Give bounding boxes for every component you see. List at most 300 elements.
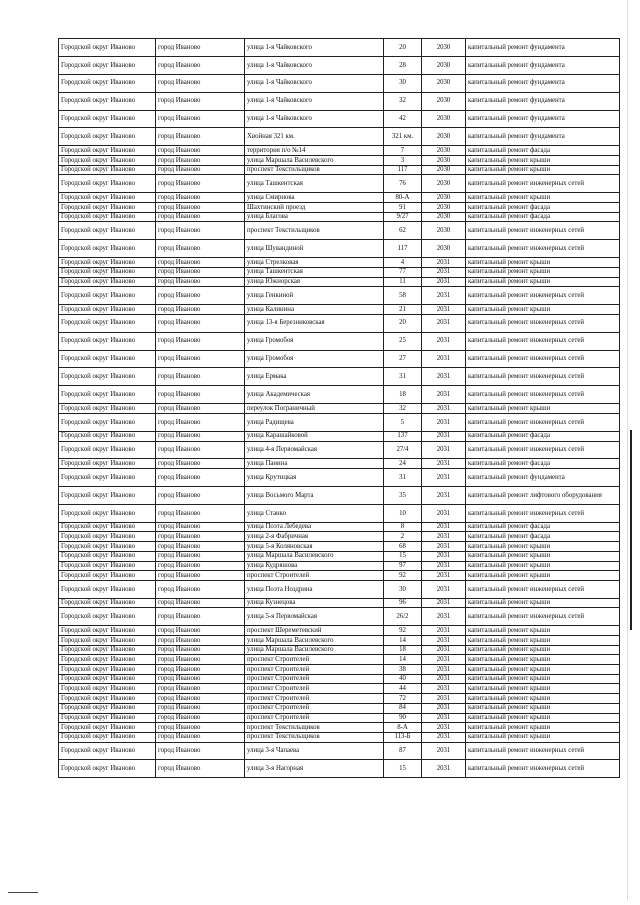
- cell-year: 2030: [422, 202, 466, 212]
- cell-city: город Иваново: [156, 626, 245, 636]
- cell-work-type: капитальный ремонт крыши: [466, 723, 620, 733]
- cell-street: улица Панина: [245, 459, 384, 469]
- cell-street: проспект Строителей: [245, 684, 384, 694]
- cell-house-number: 38: [384, 665, 422, 675]
- cell-work-type: капитальный ремонт крыши: [466, 258, 620, 268]
- cell-street: переулок Пограничный: [245, 404, 384, 414]
- cell-city: город Иваново: [156, 469, 245, 487]
- cell-district: Городской округ Иваново: [59, 431, 156, 441]
- cell-year: 2031: [422, 404, 466, 414]
- cell-street: улица Станко: [245, 504, 384, 522]
- cell-district: Городской округ Иваново: [59, 561, 156, 571]
- cell-street: улица Благова: [245, 212, 384, 222]
- table-row: [59, 193, 620, 203]
- cell-year: 2031: [422, 598, 466, 608]
- cell-year: 2030: [422, 193, 466, 203]
- cell-district: Городской округ Иваново: [59, 655, 156, 665]
- cell-year: 2030: [422, 146, 466, 156]
- cell-work-type: капитальный ремонт фундамента: [466, 39, 620, 57]
- table-row: [59, 684, 620, 694]
- cell-street: улица 1-я Чайковского: [245, 39, 384, 57]
- cell-work-type: капитальный ремонт инженерных сетей: [466, 350, 620, 368]
- cell-district: Городской округ Иваново: [59, 742, 156, 760]
- cell-work-type: капитальный ремонт фасада: [466, 532, 620, 542]
- cell-work-type: капитальный ремонт крыши: [466, 703, 620, 713]
- cell-street: улица Ташкентская: [245, 175, 384, 193]
- cell-work-type: капитальный ремонт фундамента: [466, 92, 620, 110]
- cell-city: город Иваново: [156, 175, 245, 193]
- cell-work-type: капитальный ремонт инженерных сетей: [466, 441, 620, 459]
- cell-district: Городской округ Иваново: [59, 212, 156, 222]
- cell-house-number: 14: [384, 636, 422, 646]
- table-row: [59, 608, 620, 626]
- cell-house-number: 31: [384, 368, 422, 386]
- cell-year: 2031: [422, 314, 466, 332]
- cell-street: улица Кузнецова: [245, 598, 384, 608]
- cell-house-number: 68: [384, 542, 422, 552]
- cell-city: город Иваново: [156, 386, 245, 404]
- table-row: [59, 645, 620, 655]
- cell-year: 2031: [422, 694, 466, 704]
- cell-city: город Иваново: [156, 431, 245, 441]
- cell-work-type: капитальный ремонт инженерных сетей: [466, 314, 620, 332]
- cell-city: город Иваново: [156, 56, 245, 74]
- cell-district: Городской округ Иваново: [59, 128, 156, 146]
- table-row: [59, 92, 620, 110]
- cell-year: 2031: [422, 267, 466, 277]
- cell-street: улица Маршала Василевского: [245, 636, 384, 646]
- cell-year: 2031: [422, 571, 466, 581]
- cell-house-number: 31: [384, 469, 422, 487]
- cell-city: город Иваново: [156, 277, 245, 287]
- cell-house-number: 7: [384, 146, 422, 156]
- cell-work-type: капитальный ремонт крыши: [466, 193, 620, 203]
- cell-street: улица 1-я Чайковского: [245, 110, 384, 128]
- cell-year: 2031: [422, 665, 466, 675]
- cell-house-number: 117: [384, 240, 422, 258]
- cell-year: 2030: [422, 165, 466, 175]
- cell-house-number: 58: [384, 287, 422, 305]
- cell-work-type: капитальный ремонт фасада: [466, 522, 620, 532]
- cell-year: 2031: [422, 413, 466, 431]
- cell-street: проспект Текстильщиков: [245, 222, 384, 240]
- cell-work-type: капитальный ремонт крыши: [466, 542, 620, 552]
- cell-year: 2031: [422, 277, 466, 287]
- table-row: [59, 522, 620, 532]
- cell-house-number: 15: [384, 760, 422, 778]
- cell-district: Городской округ Иваново: [59, 222, 156, 240]
- cell-work-type: капитальный ремонт фундамента: [466, 110, 620, 128]
- cell-work-type: капитальный ремонт фундамента: [466, 469, 620, 487]
- cell-house-number: 32: [384, 404, 422, 414]
- cell-work-type: капитальный ремонт инженерных сетей: [466, 222, 620, 240]
- cell-city: город Иваново: [156, 413, 245, 431]
- cell-street: проспект Текстильщиков: [245, 165, 384, 175]
- cell-district: Городской округ Иваново: [59, 110, 156, 128]
- cell-house-number: 5: [384, 413, 422, 431]
- cell-district: Городской округ Иваново: [59, 202, 156, 212]
- table-row: [59, 305, 620, 315]
- table-row: [59, 441, 620, 459]
- cell-city: город Иваново: [156, 74, 245, 92]
- cell-work-type: капитальный ремонт крыши: [466, 655, 620, 665]
- cell-house-number: 92: [384, 626, 422, 636]
- cell-district: Городской округ Иваново: [59, 146, 156, 156]
- cell-district: Городской округ Иваново: [59, 486, 156, 504]
- cell-house-number: 20: [384, 314, 422, 332]
- table-row: [59, 674, 620, 684]
- cell-street: Хвойная 321 км.: [245, 128, 384, 146]
- cell-year: 2031: [422, 580, 466, 598]
- cell-city: город Иваново: [156, 598, 245, 608]
- cell-year: 2030: [422, 156, 466, 166]
- cell-year: 2031: [422, 368, 466, 386]
- cell-city: город Иваново: [156, 287, 245, 305]
- cell-district: Городской округ Иваново: [59, 240, 156, 258]
- cell-district: Городской округ Иваново: [59, 723, 156, 733]
- cell-year: 2030: [422, 222, 466, 240]
- cell-year: 2030: [422, 74, 466, 92]
- cell-street: улица 5-я Первомайская: [245, 608, 384, 626]
- cell-street: улица Маршала Василевского: [245, 156, 384, 166]
- cell-year: 2031: [422, 742, 466, 760]
- cell-city: город Иваново: [156, 694, 245, 704]
- cell-work-type: капитальный ремонт инженерных сетей: [466, 580, 620, 598]
- cell-street: улица 13-я Березниковская: [245, 314, 384, 332]
- cell-district: Городской округ Иваново: [59, 332, 156, 350]
- cell-district: Городской округ Иваново: [59, 56, 156, 74]
- table-row: [59, 156, 620, 166]
- cell-year: 2031: [422, 350, 466, 368]
- cell-city: город Иваново: [156, 580, 245, 598]
- cell-district: Городской округ Иваново: [59, 413, 156, 431]
- cell-work-type: капитальный ремонт крыши: [466, 561, 620, 571]
- cell-house-number: 21: [384, 305, 422, 315]
- cell-year: 2031: [422, 608, 466, 626]
- cell-city: город Иваново: [156, 504, 245, 522]
- cell-city: город Иваново: [156, 760, 245, 778]
- cell-district: Городской округ Иваново: [59, 156, 156, 166]
- cell-street: улица 1-я Чайковского: [245, 92, 384, 110]
- cell-work-type: капитальный ремонт крыши: [466, 404, 620, 414]
- cell-street: проспект Текстильщиков: [245, 732, 384, 742]
- cell-district: Городской округ Иваново: [59, 598, 156, 608]
- cell-district: Городской округ Иваново: [59, 542, 156, 552]
- cell-city: город Иваново: [156, 674, 245, 684]
- cell-city: город Иваново: [156, 258, 245, 268]
- cell-year: 2031: [422, 626, 466, 636]
- cell-year: 2031: [422, 542, 466, 552]
- cell-house-number: 27: [384, 350, 422, 368]
- cell-year: 2030: [422, 56, 466, 74]
- cell-street: улица Маршала Василевского: [245, 551, 384, 561]
- cell-city: город Иваново: [156, 92, 245, 110]
- cell-city: город Иваново: [156, 240, 245, 258]
- cell-city: город Иваново: [156, 713, 245, 723]
- cell-house-number: 84: [384, 703, 422, 713]
- cell-city: город Иваново: [156, 522, 245, 532]
- cell-city: город Иваново: [156, 305, 245, 315]
- table-row: [59, 561, 620, 571]
- cell-year: 2031: [422, 636, 466, 646]
- cell-house-number: 10: [384, 504, 422, 522]
- cell-city: город Иваново: [156, 222, 245, 240]
- cell-year: 2030: [422, 92, 466, 110]
- cell-city: город Иваново: [156, 350, 245, 368]
- cell-house-number: 30: [384, 580, 422, 598]
- table-row: [59, 240, 620, 258]
- cell-house-number: 91: [384, 202, 422, 212]
- cell-work-type: капитальный ремонт фасада: [466, 146, 620, 156]
- cell-year: 2031: [422, 504, 466, 522]
- cell-work-type: капитальный ремонт фундамента: [466, 74, 620, 92]
- cell-street: проспект Строителей: [245, 571, 384, 581]
- cell-year: 2031: [422, 441, 466, 459]
- cell-city: город Иваново: [156, 542, 245, 552]
- table-row: [59, 128, 620, 146]
- cell-street: улица Академическая: [245, 386, 384, 404]
- cell-house-number: 137: [384, 431, 422, 441]
- cell-house-number: 40: [384, 674, 422, 684]
- cell-work-type: капитальный ремонт лифтового оборудования: [466, 486, 620, 504]
- cell-house-number: 11: [384, 277, 422, 287]
- cell-year: 2031: [422, 469, 466, 487]
- cell-district: Городской округ Иваново: [59, 684, 156, 694]
- cell-city: город Иваново: [156, 146, 245, 156]
- cell-city: город Иваново: [156, 723, 245, 733]
- cell-year: 2031: [422, 305, 466, 315]
- table-row: [59, 175, 620, 193]
- cell-city: город Иваново: [156, 684, 245, 694]
- cell-street: улица Поэта Ноздрина: [245, 580, 384, 598]
- cell-work-type: капитальный ремонт фасада: [466, 459, 620, 469]
- table-row: [59, 532, 620, 542]
- cell-work-type: капитальный ремонт крыши: [466, 645, 620, 655]
- table-row: [59, 723, 620, 733]
- cell-street: улица Ермака: [245, 368, 384, 386]
- table-row: [59, 598, 620, 608]
- cell-year: 2031: [422, 332, 466, 350]
- cell-work-type: капитальный ремонт инженерных сетей: [466, 368, 620, 386]
- cell-work-type: капитальный ремонт инженерных сетей: [466, 287, 620, 305]
- cell-district: Городской округ Иваново: [59, 441, 156, 459]
- cell-street: Шахтинский проезд: [245, 202, 384, 212]
- cell-district: Городской округ Иваново: [59, 522, 156, 532]
- cell-city: город Иваново: [156, 608, 245, 626]
- cell-house-number: 77: [384, 267, 422, 277]
- cell-year: 2031: [422, 551, 466, 561]
- cell-house-number: 97: [384, 561, 422, 571]
- cell-street: улица Радищева: [245, 413, 384, 431]
- cell-year: 2031: [422, 532, 466, 542]
- cell-district: Городской округ Иваново: [59, 305, 156, 315]
- table-row: [59, 165, 620, 175]
- cell-year: 2030: [422, 175, 466, 193]
- table-row: [59, 431, 620, 441]
- cell-work-type: капитальный ремонт фундамента: [466, 128, 620, 146]
- cell-district: Городской округ Иваново: [59, 193, 156, 203]
- table-row: [59, 713, 620, 723]
- cell-year: 2031: [422, 655, 466, 665]
- cell-district: Городской округ Иваново: [59, 571, 156, 581]
- cell-house-number: 15: [384, 551, 422, 561]
- cell-district: Городской округ Иваново: [59, 314, 156, 332]
- table-row: [59, 486, 620, 504]
- cell-work-type: капитальный ремонт крыши: [466, 674, 620, 684]
- cell-district: Городской округ Иваново: [59, 713, 156, 723]
- cell-house-number: 35: [384, 486, 422, 504]
- cell-house-number: 87: [384, 742, 422, 760]
- cell-house-number: 8-А: [384, 723, 422, 733]
- cell-work-type: капитальный ремонт фундамента: [466, 56, 620, 74]
- cell-district: Городской округ Иваново: [59, 551, 156, 561]
- cell-work-type: капитальный ремонт инженерных сетей: [466, 175, 620, 193]
- cell-year: 2031: [422, 287, 466, 305]
- cell-district: Городской округ Иваново: [59, 74, 156, 92]
- cell-district: Городской округ Иваново: [59, 694, 156, 704]
- cell-work-type: капитальный ремонт крыши: [466, 551, 620, 561]
- table-row: [59, 267, 620, 277]
- cell-work-type: капитальный ремонт инженерных сетей: [466, 760, 620, 778]
- cell-street: улица 1-я Чайковского: [245, 74, 384, 92]
- cell-street: проспект Строителей: [245, 703, 384, 713]
- table-row: [59, 277, 620, 287]
- table-row: [59, 258, 620, 268]
- scan-artifact-line: [630, 430, 632, 630]
- table-row: [59, 74, 620, 92]
- repair-schedule-body: [59, 39, 620, 778]
- cell-street: улица Восьмого Марта: [245, 486, 384, 504]
- cell-year: 2031: [422, 723, 466, 733]
- cell-street: улица 3-я Нагорная: [245, 760, 384, 778]
- cell-street: проспект Текстильщиков: [245, 723, 384, 733]
- cell-street: улица 5-я Коляновская: [245, 542, 384, 552]
- cell-house-number: 90: [384, 713, 422, 723]
- cell-house-number: 76: [384, 175, 422, 193]
- cell-street: улица 4-я Первомайская: [245, 441, 384, 459]
- table-row: [59, 551, 620, 561]
- cell-city: город Иваново: [156, 551, 245, 561]
- table-row: [59, 742, 620, 760]
- cell-street: улица Калинина: [245, 305, 384, 315]
- cell-house-number: 92: [384, 571, 422, 581]
- cell-district: Городской округ Иваново: [59, 532, 156, 542]
- cell-house-number: 80-А: [384, 193, 422, 203]
- cell-street: улица Карашайковой: [245, 431, 384, 441]
- cell-year: 2031: [422, 386, 466, 404]
- cell-year: 2031: [422, 674, 466, 684]
- cell-street: проспект Строителей: [245, 674, 384, 684]
- cell-work-type: капитальный ремонт инженерных сетей: [466, 742, 620, 760]
- cell-house-number: 30: [384, 74, 422, 92]
- cell-street: проспект Строителей: [245, 713, 384, 723]
- cell-work-type: капитальный ремонт крыши: [466, 636, 620, 646]
- cell-city: город Иваново: [156, 655, 245, 665]
- cell-year: 2031: [422, 561, 466, 571]
- cell-city: город Иваново: [156, 267, 245, 277]
- cell-street: территория п/о №14: [245, 146, 384, 156]
- cell-district: Городской округ Иваново: [59, 626, 156, 636]
- cell-work-type: капитальный ремонт крыши: [466, 156, 620, 166]
- cell-house-number: 24: [384, 459, 422, 469]
- table-row: [59, 665, 620, 675]
- cell-work-type: капитальный ремонт инженерных сетей: [466, 386, 620, 404]
- cell-district: Городской округ Иваново: [59, 674, 156, 684]
- cell-street: улица 3-я Чапаева: [245, 742, 384, 760]
- cell-city: город Иваново: [156, 128, 245, 146]
- repair-schedule-table: [58, 38, 620, 778]
- cell-street: улица Громобоя: [245, 332, 384, 350]
- cell-house-number: 14: [384, 655, 422, 665]
- cell-city: город Иваново: [156, 404, 245, 414]
- cell-district: Городской округ Иваново: [59, 665, 156, 675]
- cell-street: улица Смирнова: [245, 193, 384, 203]
- cell-year: 2031: [422, 459, 466, 469]
- cell-city: город Иваново: [156, 532, 245, 542]
- cell-street: проспект Строителей: [245, 694, 384, 704]
- cell-work-type: капитальный ремонт инженерных сетей: [466, 504, 620, 522]
- cell-street: проспект Строителей: [245, 655, 384, 665]
- cell-district: Городской округ Иваново: [59, 277, 156, 287]
- cell-district: Городской округ Иваново: [59, 287, 156, 305]
- cell-street: улица 2-я Фабричная: [245, 532, 384, 542]
- cell-street: улица Кудряшова: [245, 561, 384, 571]
- cell-city: город Иваново: [156, 193, 245, 203]
- cell-city: город Иваново: [156, 332, 245, 350]
- cell-city: город Иваново: [156, 561, 245, 571]
- cell-district: Городской округ Иваново: [59, 703, 156, 713]
- table-row: [59, 110, 620, 128]
- cell-house-number: 96: [384, 598, 422, 608]
- cell-district: Городской округ Иваново: [59, 368, 156, 386]
- cell-work-type: капитальный ремонт крыши: [466, 626, 620, 636]
- cell-district: Городской округ Иваново: [59, 175, 156, 193]
- cell-city: город Иваново: [156, 39, 245, 57]
- cell-district: Городской округ Иваново: [59, 580, 156, 598]
- cell-city: город Иваново: [156, 645, 245, 655]
- cell-house-number: 18: [384, 645, 422, 655]
- table-row: [59, 202, 620, 212]
- cell-work-type: капитальный ремонт крыши: [466, 684, 620, 694]
- cell-house-number: 18: [384, 386, 422, 404]
- cell-city: город Иваново: [156, 110, 245, 128]
- table-row: [59, 386, 620, 404]
- cell-year: 2031: [422, 703, 466, 713]
- table-row: [59, 732, 620, 742]
- cell-work-type: капитальный ремонт крыши: [466, 713, 620, 723]
- cell-work-type: капитальный ремонт фасада: [466, 212, 620, 222]
- cell-work-type: капитальный ремонт инженерных сетей: [466, 332, 620, 350]
- table-row: [59, 314, 620, 332]
- cell-street: проспект Шереметевский: [245, 626, 384, 636]
- table-row: [59, 542, 620, 552]
- table-row: [59, 287, 620, 305]
- table-row: [59, 571, 620, 581]
- cell-district: Городской округ Иваново: [59, 39, 156, 57]
- table-row: [59, 413, 620, 431]
- cell-house-number: 32: [384, 92, 422, 110]
- cell-house-number: 321 км.: [384, 128, 422, 146]
- cell-work-type: капитальный ремонт крыши: [466, 665, 620, 675]
- cell-house-number: 4: [384, 258, 422, 268]
- table-row: [59, 332, 620, 350]
- cell-street: улица Громобоя: [245, 350, 384, 368]
- cell-street: улица Стрелковая: [245, 258, 384, 268]
- cell-city: город Иваново: [156, 732, 245, 742]
- cell-street: улица Генкиной: [245, 287, 384, 305]
- cell-work-type: капитальный ремонт фасада: [466, 202, 620, 212]
- table-row: [59, 626, 620, 636]
